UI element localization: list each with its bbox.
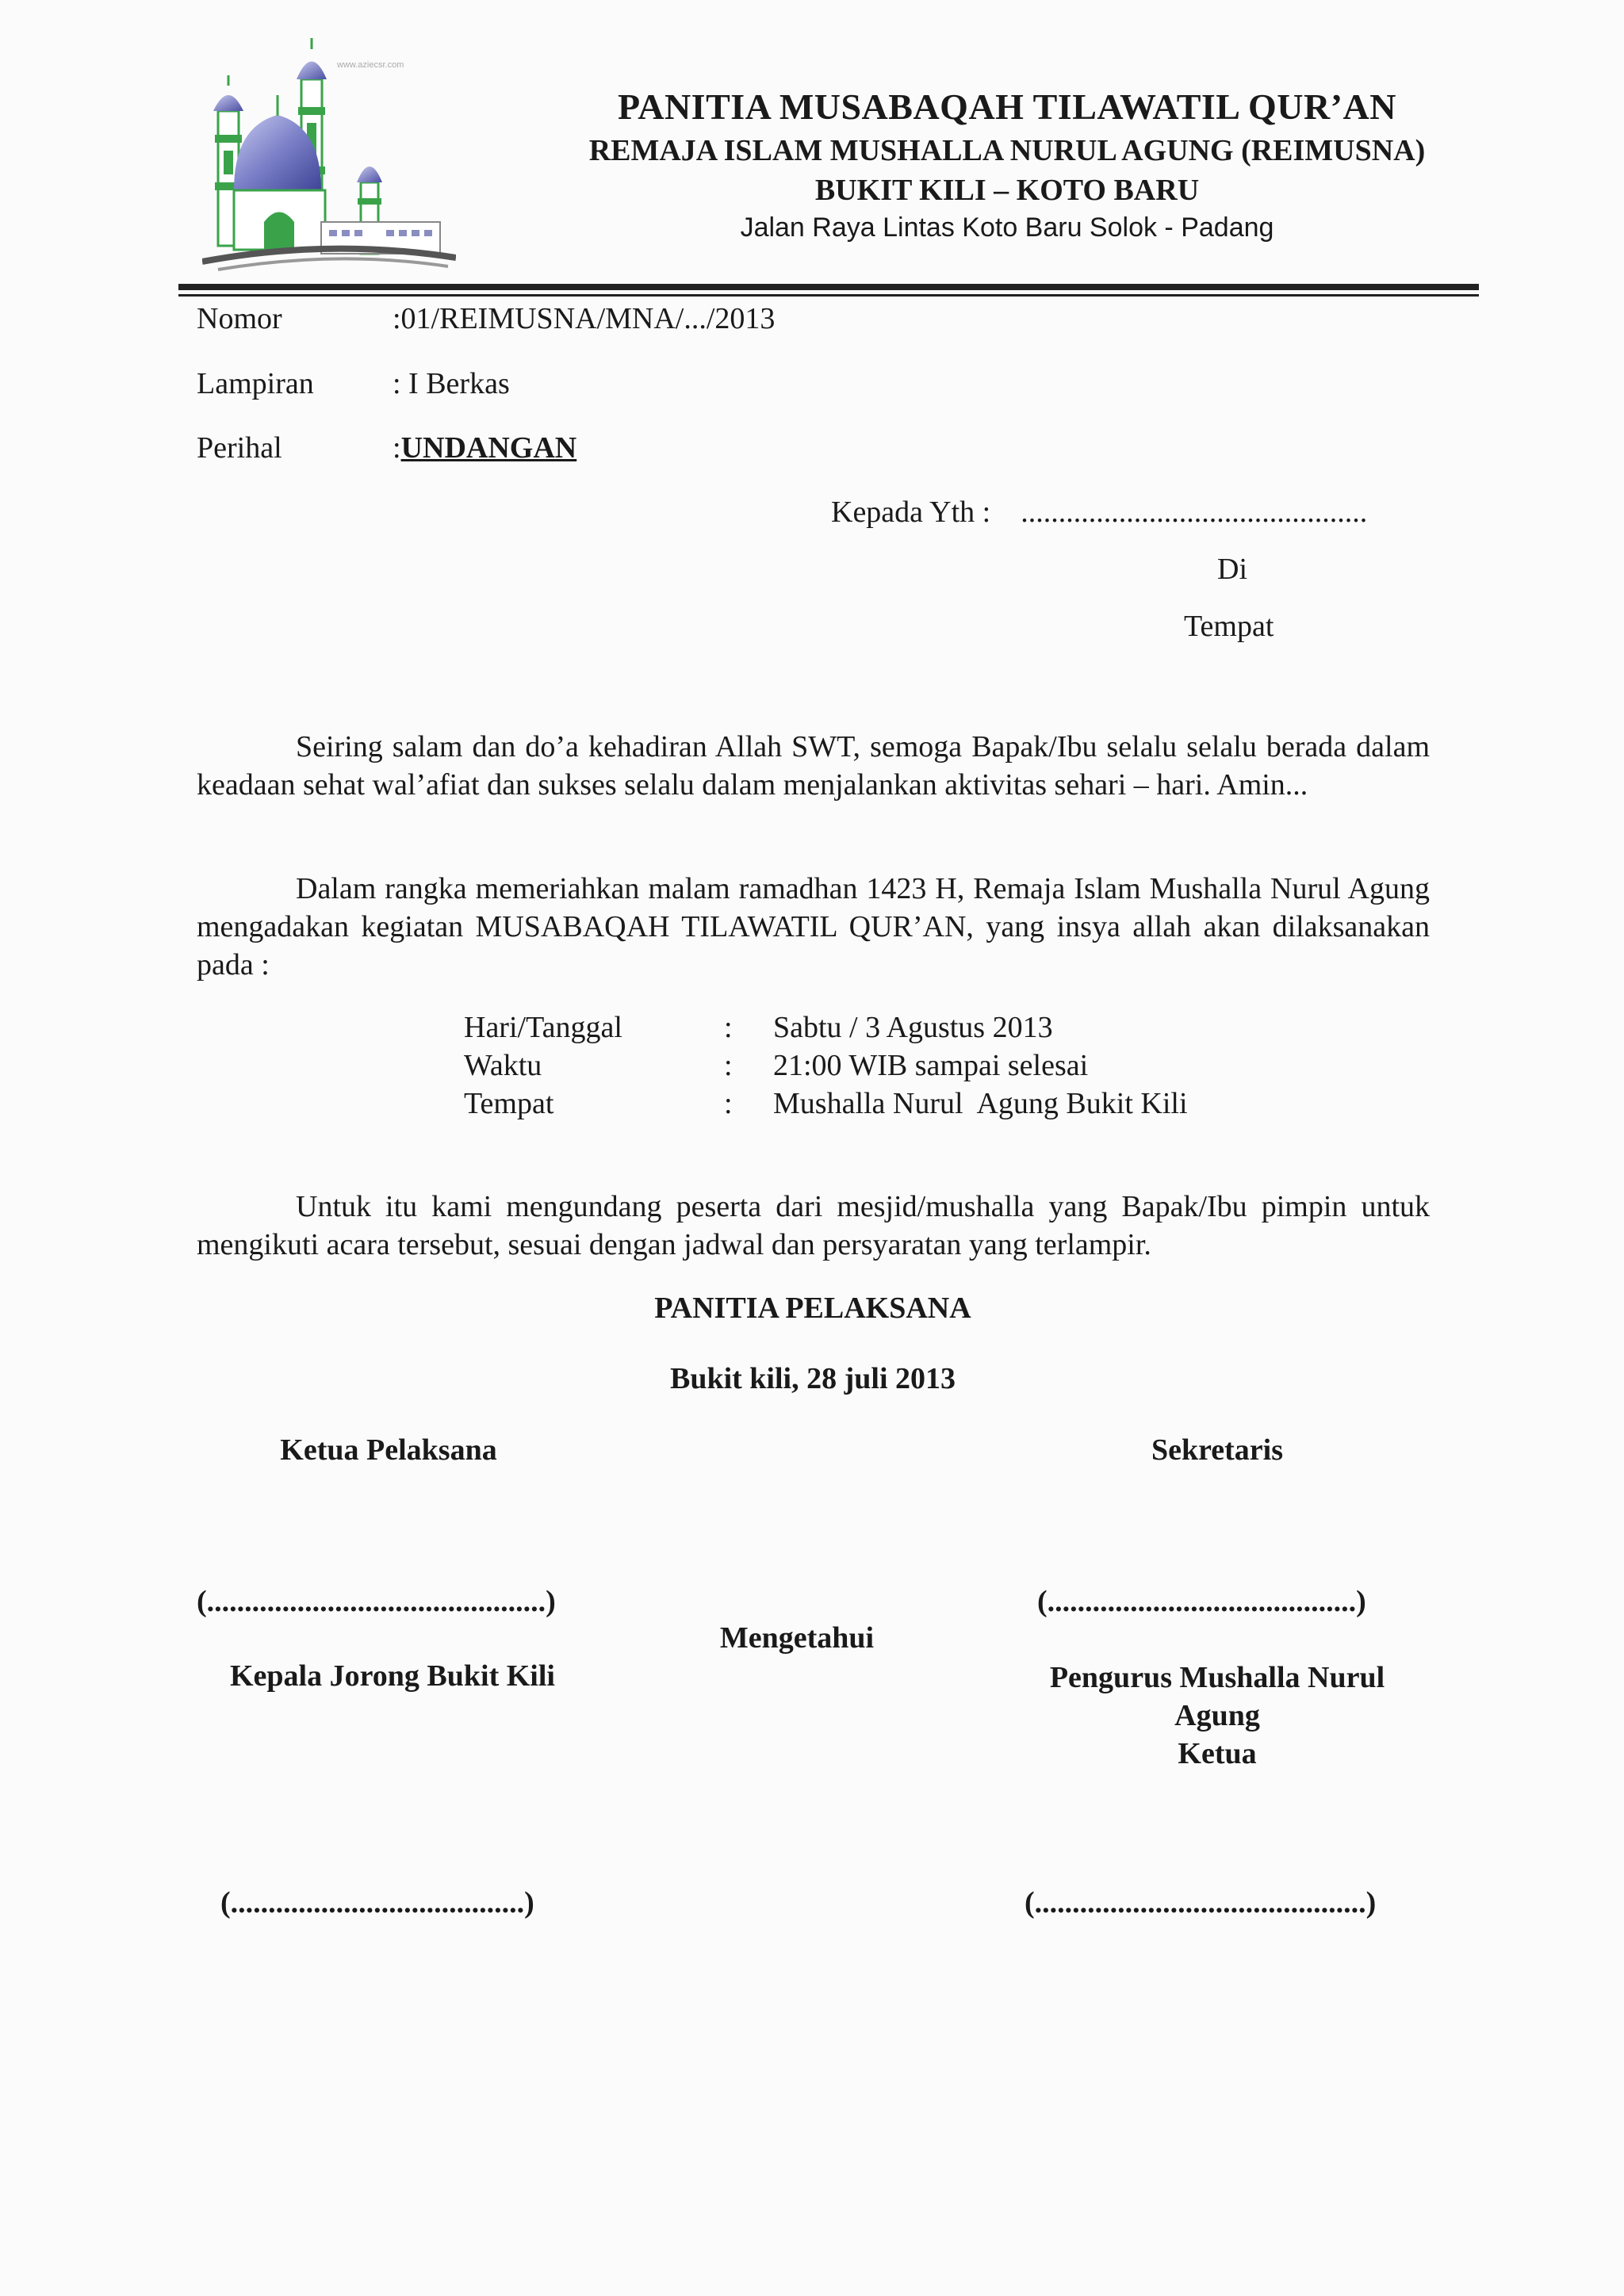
lampiran-value: : I Berkas xyxy=(393,367,510,400)
detail-value-time: 21:00 WIB sampai selesai xyxy=(773,1049,1089,1082)
detail-label-date: Hari/Tanggal xyxy=(464,1011,622,1044)
perihal-prefix: : xyxy=(393,431,401,465)
pengurus-line-3: Ketua xyxy=(1178,1737,1257,1770)
paragraph-greeting-text: Seiring salam dan do’a kehadiran Allah SWT, semoga Bapak/Ibu selalu selalu berada dalam keadaan sehat wal’afiat dan sukses selalu dalam menjalankan aktivitas sehari – hari. Amin... xyxy=(197,730,1430,802)
pengurus-line-1: Pengurus Mushalla Nurul xyxy=(1049,1661,1385,1694)
recipient-di: Di xyxy=(1217,553,1247,586)
letterhead-address: Jalan Raya Lintas Koto Baru Solok - Padang xyxy=(740,212,1274,243)
pengurus-line-2: Agung xyxy=(1174,1699,1260,1732)
header-rule-thin xyxy=(178,294,1479,297)
letterhead-organization: REMAJA ISLAM MUSHALLA NURUL AGUNG (REIMUSNA) xyxy=(588,134,1426,167)
detail-label-venue: Tempat xyxy=(464,1087,554,1120)
detail-colon: : xyxy=(724,1049,733,1082)
signature-line-ketua: (.............................................) xyxy=(197,1585,556,1618)
paragraph-invitation-text: Untuk itu kami mengundang peserta dari mesjid/mushalla yang Bapak/Ibu pimpin untuk mengikuti acara tersebut, sesuai dengan jadwal dan persyaratan yang terlampir. xyxy=(197,1190,1430,1261)
header-rule-thick xyxy=(178,284,1479,290)
detail-value-date: Sabtu / 3 Agustus 2013 xyxy=(773,1011,1053,1044)
detail-label-time: Waktu xyxy=(464,1049,542,1082)
signatory-sekretaris-title: Sekretaris xyxy=(1151,1433,1284,1467)
recipient-line: Kepada Yth : .............................................. xyxy=(831,496,1368,529)
recipient-tempat: Tempat xyxy=(1184,610,1274,643)
signatory-ketua-title: Ketua Pelaksana xyxy=(280,1433,497,1467)
signatory-kepala-jorong: Kepala Jorong Bukit Kili xyxy=(230,1659,555,1693)
acknowledged-heading: Mengetahui xyxy=(719,1621,875,1655)
letterhead-title: PANITIA MUSABAQAH TILAWATIL QUR’AN xyxy=(618,86,1396,127)
paragraph-event xyxy=(197,870,1430,984)
paragraph-event-text: Dalam rangka memeriahkan malam ramadhan 1423 H, Remaja Islam Mushalla Nurul Agung mengadakan kegiatan MUSABAQAH TILAWATIL QUR’AN, yang insya allah akan dilaksanakan pada : xyxy=(197,872,1430,982)
detail-value-venue: Mushalla Nurul Agung Bukit Kili xyxy=(773,1087,1188,1120)
letterhead-place: BUKIT KILI – KOTO BARU xyxy=(814,174,1200,207)
signature-line-sekretaris: (.........................................) xyxy=(1037,1585,1366,1618)
nomor-value: :01/REIMUSNA/MNA/.../2013 xyxy=(393,302,776,335)
perihal-value xyxy=(393,430,576,465)
perihal-subject: UNDANGAN xyxy=(400,431,577,465)
detail-colon: : xyxy=(724,1011,733,1044)
lampiran-label: Lampiran xyxy=(197,367,314,400)
signature-line-kepala-jorong: (.......................................) xyxy=(220,1886,534,1919)
mosque-logo xyxy=(202,32,456,277)
paragraph-invitation xyxy=(197,1188,1430,1264)
perihal-label: Perihal xyxy=(197,431,282,465)
place-date: Bukit kili, 28 juli 2013 xyxy=(669,1362,956,1395)
detail-colon: : xyxy=(724,1087,733,1120)
committee-heading: PANITIA PELAKSANA xyxy=(654,1292,971,1325)
paragraph-greeting xyxy=(197,728,1430,804)
signature-line-pengurus: (............................................) xyxy=(1025,1886,1377,1919)
signatory-pengurus xyxy=(999,1659,1435,1773)
nomor-label: Nomor xyxy=(197,302,282,335)
logo-watermark: www.aziecsr.com xyxy=(337,60,404,70)
